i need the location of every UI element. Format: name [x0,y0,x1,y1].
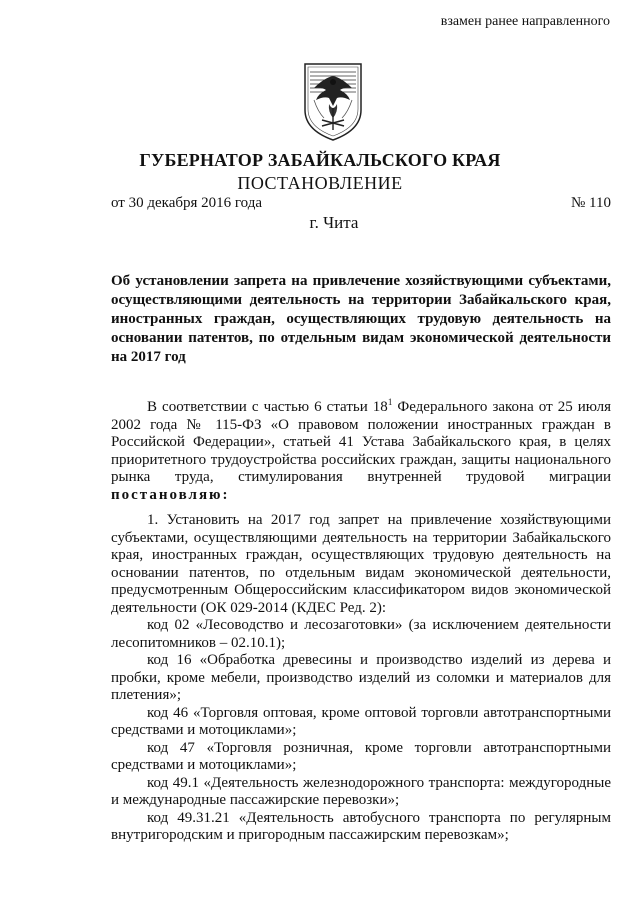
title-line: на 2017 год [111,349,186,365]
title-line: основании патентов, по отдельным видам экономической деятельности [111,330,611,346]
code-item-line: код 02 «Лесоводство и лесозаготовки» (за исключением деятельности [147,617,611,633]
code-item-line: плетения»; [111,687,182,703]
decree-word: постановляю: [111,486,230,503]
preamble-line: приоритетного трудоустройства российских граждан, защиты национального [111,451,611,468]
code-item-line: лесопитомников – 02.10.1); [111,634,286,651]
preamble-line [111,394,611,417]
clause-line: предусмотренным Общероссийским классификатором видов экономической [111,582,611,598]
code-item-line: код 16 «Обработка древесины и производство изделий из дерева и [147,652,611,668]
coat-of-arms-icon [302,60,364,142]
revision-note: взамен ранее направленного [440,14,610,29]
title-line: Об установлении запрета на привлечение хозяйствующими субъектами, [111,273,611,289]
clause-1 [111,512,611,845]
code-item-line: код 49.1 «Деятельность железнодорожного транспорта: междугородные [147,774,611,791]
code-item-line: и международные пассажирские перевозки»; [111,792,400,808]
document-type: ПОСТАНОВЛЕНИЕ [237,173,403,193]
title-line: иностранных граждан, осуществляющих трудовую деятельность на [111,311,611,327]
title-line: осуществляющими деятельность на территории Забайкальского края, [111,292,611,308]
preamble-superscript: 1 [387,397,393,407]
code-item-line: внутригородским и пригородным пассажирским перевозкам»; [111,827,509,843]
clause-line: 1. Установить на 2017 год запрет на привлечение хозяйствующими [147,512,611,528]
clause-line: деятельности (ОК 029-2014 (КДЕС Ред. 2): [111,599,386,616]
preamble-paragraph [111,394,611,504]
preamble-line: Российской Федерации», статьей 41 Устава Забайкальского края, в целях [111,434,611,450]
code-item-line: пробки, кроме мебели, производство изделий из соломки и материалов для [111,669,611,686]
code-item-line: код 47 «Торговля розничная, кроме торговли автотранспортными [147,739,611,756]
preamble-line: 2002 года № 115-ФЗ «О правовом положении иностранных граждан в [111,416,611,433]
city: г. Чита [309,213,359,232]
clause-line: субъектами, осуществляющими деятельность на территории Забайкальского [111,529,611,546]
document-date: от 30 декабря 2016 года [111,195,263,211]
preamble-text: Федерального закона от 25 июля [392,399,612,415]
preamble-text: В соответствии с частью 6 статьи 18 [147,399,388,415]
code-item-line: средствами и мотоциклами»; [111,722,297,738]
document-number: № 110 [570,195,611,211]
code-item-line: код 46 «Торговля оптовая, кроме оптовой торговли автотранспортными [147,704,611,721]
preamble-line: рынка труда, стимулирования внутренней трудовой миграции [111,469,611,485]
document-title [111,272,611,367]
clause-line: основании патентов, по отдельным видам экономической деятельности, [111,564,611,581]
code-item-line: средствами и мотоциклами»; [111,757,297,773]
code-item-line: код 49.31.21 «Деятельность автобусного транспорта по регулярным [147,809,611,826]
issuing-authority: ГУБЕРНАТОР ЗАБАЙКАЛЬСКОГО КРАЯ [139,150,501,170]
clause-line: края, иностранных граждан, осуществляющих трудовую деятельность на [111,547,611,563]
